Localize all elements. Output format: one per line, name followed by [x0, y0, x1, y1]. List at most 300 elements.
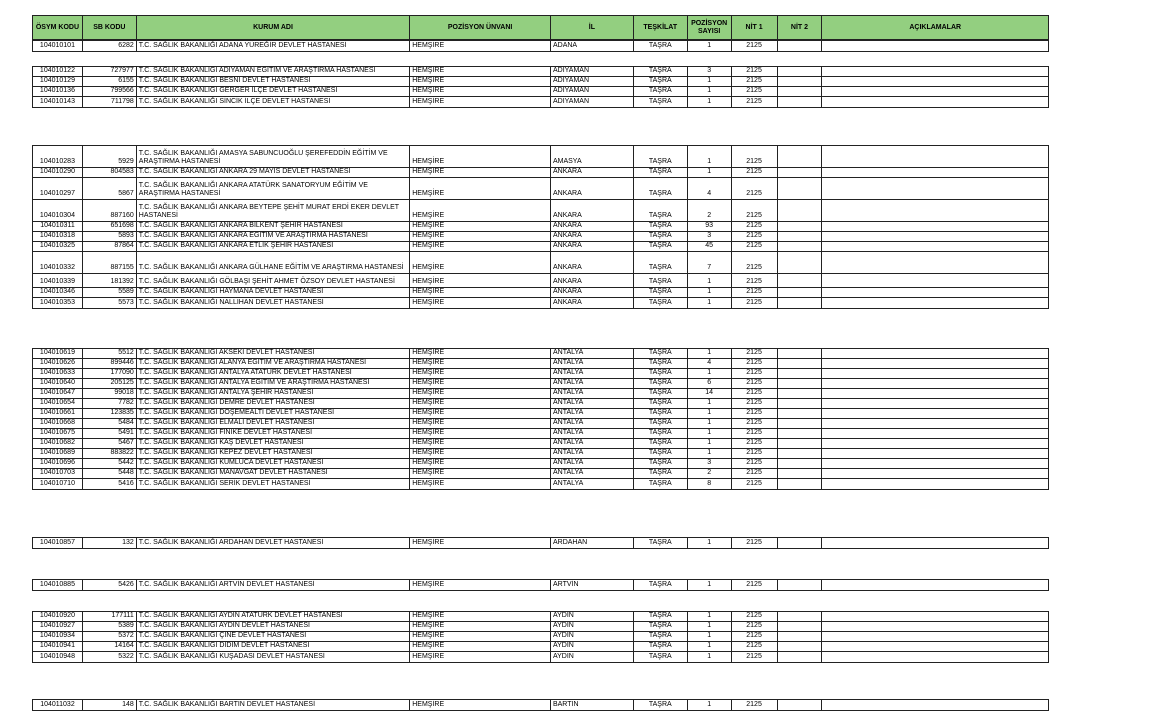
table-row — [33, 479, 1048, 489]
pozisyon-cell: HEMŞİRE — [410, 369, 551, 378]
nit-2-cell — [778, 439, 823, 448]
pozisyon-cell: HEMŞİRE — [410, 146, 551, 167]
nit-2-cell — [778, 359, 823, 368]
osym-kodu-cell: 104010346 — [33, 288, 83, 297]
sb-kodu-cell: 887160 — [83, 200, 137, 221]
aciklama-cell — [822, 369, 1048, 378]
table-row — [33, 642, 1048, 652]
pozisyon-cell: HEMŞİRE — [410, 399, 551, 408]
nit-1-cell: 2125 — [732, 479, 778, 489]
teskilat-cell: TAŞRA — [634, 419, 688, 428]
kurum-adi-cell: T.C. SAĞLIK BAKANLIĞI ANTALYA ŞEHİR HASTANESİ — [137, 389, 410, 398]
kurum-adi-cell: T.C. SAĞLIK BAKANLIĞI ANTALYA EĞİTİM VE ARAŞTIRMA HASTANESİ — [137, 379, 410, 388]
aciklama-cell — [822, 700, 1048, 710]
header-teskilat: TEŞKİLAT — [634, 16, 688, 39]
pozisyon-cell: HEMŞİRE — [410, 252, 551, 273]
pozisyon-sayisi-cell: 6 — [688, 379, 732, 388]
nit-2-cell — [778, 429, 823, 438]
osym-kodu-cell: 104010661 — [33, 409, 83, 418]
kurum-adi-cell: T.C. SAĞLIK BAKANLIĞI AKSEKİ DEVLET HASTANESİ — [137, 349, 410, 358]
sb-kodu-cell: 5491 — [83, 429, 137, 438]
nit-2-cell — [778, 409, 823, 418]
sb-kodu-cell: 14164 — [83, 642, 137, 651]
nit-2-cell — [778, 379, 823, 388]
osym-kodu-cell: 104010136 — [33, 87, 83, 96]
sb-kodu-cell: 5389 — [83, 622, 137, 631]
nit-1-cell: 2125 — [732, 700, 778, 710]
kurum-adi-cell: T.C. SAĞLIK BAKANLIĞI ANKARA ATATÜRK SANATORYUM EĞİTİM VE ARAŞTIRMA HASTANESİ — [137, 178, 410, 199]
table-row — [33, 222, 1048, 232]
nit-1-cell: 2125 — [732, 67, 778, 76]
pozisyon-cell: HEMŞİRE — [410, 67, 551, 76]
pozisyon-sayisi-cell: 1 — [688, 288, 732, 297]
province-group — [32, 348, 1049, 490]
aciklama-cell — [822, 200, 1048, 221]
sb-kodu-cell: 6155 — [83, 77, 137, 86]
teskilat-cell: TAŞRA — [634, 77, 688, 86]
osym-kodu-cell: 104010696 — [33, 459, 83, 468]
teskilat-cell: TAŞRA — [634, 632, 688, 641]
sb-kodu-cell: 5416 — [83, 479, 137, 489]
kurum-adi-cell: T.C. SAĞLIK BAKANLIĞI GERGER İLÇE DEVLET HASTANESİ — [137, 87, 410, 96]
nit-1-cell: 2125 — [732, 389, 778, 398]
pozisyon-sayisi-cell: 1 — [688, 632, 732, 641]
nit-1-cell: 2125 — [732, 274, 778, 287]
teskilat-cell: TAŞRA — [634, 622, 688, 631]
osym-kodu-cell: 104010710 — [33, 479, 83, 489]
aciklama-cell — [822, 622, 1048, 631]
sb-kodu-cell: 5929 — [83, 146, 137, 167]
kurum-adi-cell: T.C. SAĞLIK BAKANLIĞI ANKARA EĞİTİM VE ARAŞTIRMA HASTANESİ — [137, 232, 410, 241]
nit-2-cell — [778, 479, 823, 489]
aciklama-cell — [822, 168, 1048, 177]
kurum-adi-cell: T.C. SAĞLIK BAKANLIĞI AYDIN ATATÜRK DEVLET HASTANESİ — [137, 612, 410, 621]
osym-kodu-cell: 104010934 — [33, 632, 83, 641]
aciklama-cell — [822, 252, 1048, 273]
sb-kodu-cell: 205125 — [83, 379, 137, 388]
aciklama-cell — [822, 389, 1048, 398]
nit-2-cell — [778, 459, 823, 468]
osym-kodu-cell: 104010290 — [33, 168, 83, 177]
sb-kodu-cell: 181392 — [83, 274, 137, 287]
nit-1-cell: 2125 — [732, 168, 778, 177]
table-row — [33, 242, 1048, 252]
sb-kodu-cell: 148 — [83, 700, 137, 710]
pozisyon-sayisi-cell: 1 — [688, 439, 732, 448]
sb-kodu-cell: 5589 — [83, 288, 137, 297]
pozisyon-cell: HEMŞİRE — [410, 168, 551, 177]
osym-kodu-cell: 104010318 — [33, 232, 83, 241]
osym-kodu-cell: 104010311 — [33, 222, 83, 231]
province-group — [32, 611, 1049, 663]
nit-2-cell — [778, 632, 823, 641]
teskilat-cell: TAŞRA — [634, 459, 688, 468]
kurum-adi-cell: T.C. SAĞLIK BAKANLIĞI ADANA YÜREĞİR DEVLET HASTANESİ — [137, 41, 410, 51]
table-row — [33, 399, 1048, 409]
pozisyon-sayisi-cell: 1 — [688, 409, 732, 418]
sb-kodu-cell: 6282 — [83, 41, 137, 51]
sb-kodu-cell: 5442 — [83, 459, 137, 468]
pozisyon-sayisi-cell: 4 — [688, 178, 732, 199]
header-pozisyon-sayisi: POZİSYON SAYISI — [688, 16, 732, 39]
osym-kodu-cell: 104010640 — [33, 379, 83, 388]
teskilat-cell: TAŞRA — [634, 469, 688, 478]
il-cell: ANTALYA — [551, 369, 634, 378]
pozisyon-sayisi-cell: 1 — [688, 274, 732, 287]
sb-kodu-cell: 5372 — [83, 632, 137, 641]
teskilat-cell: TAŞRA — [634, 409, 688, 418]
kurum-adi-cell: T.C. SAĞLIK BAKANLIĞI ANKARA BİLKENT ŞEHİR HASTANESİ — [137, 222, 410, 231]
pozisyon-cell: HEMŞİRE — [410, 632, 551, 641]
sb-kodu-cell: 711798 — [83, 97, 137, 107]
nit-1-cell: 2125 — [732, 409, 778, 418]
osym-kodu-cell: 104010948 — [33, 652, 83, 662]
il-cell: ANTALYA — [551, 409, 634, 418]
pozisyon-sayisi-cell: 4 — [688, 359, 732, 368]
il-cell: ANKARA — [551, 200, 634, 221]
table-row — [33, 700, 1048, 710]
aciklama-cell — [822, 274, 1048, 287]
aciklama-cell — [822, 288, 1048, 297]
nit-2-cell — [778, 242, 823, 251]
pozisyon-cell: HEMŞİRE — [410, 469, 551, 478]
il-cell: ANTALYA — [551, 439, 634, 448]
il-cell: ANKARA — [551, 232, 634, 241]
aciklama-cell — [822, 612, 1048, 621]
aciklama-cell — [822, 349, 1048, 358]
table-row — [33, 439, 1048, 449]
il-cell: AYDIN — [551, 632, 634, 641]
nit-2-cell — [778, 97, 823, 107]
kurum-adi-cell: T.C. SAĞLIK BAKANLIĞI DİDİM DEVLET HASTANESİ — [137, 642, 410, 651]
aciklama-cell — [822, 87, 1048, 96]
pozisyon-sayisi-cell: 3 — [688, 67, 732, 76]
il-cell: AYDIN — [551, 652, 634, 662]
teskilat-cell: TAŞRA — [634, 252, 688, 273]
il-cell: BARTIN — [551, 700, 634, 710]
table-row — [33, 200, 1048, 222]
nit-2-cell — [778, 200, 823, 221]
table-row — [33, 146, 1048, 168]
aciklama-cell — [822, 146, 1048, 167]
aciklama-cell — [822, 429, 1048, 438]
nit-2-cell — [778, 612, 823, 621]
pozisyon-cell: HEMŞİRE — [410, 538, 551, 548]
osym-kodu-cell: 104010297 — [33, 178, 83, 199]
header-il: İL — [551, 16, 634, 39]
nit-1-cell: 2125 — [732, 252, 778, 273]
pozisyon-cell: HEMŞİRE — [410, 622, 551, 631]
pozisyon-sayisi-cell: 1 — [688, 168, 732, 177]
teskilat-cell: TAŞRA — [634, 349, 688, 358]
table-row — [33, 369, 1048, 379]
il-cell: ARDAHAN — [551, 538, 634, 548]
il-cell: ANTALYA — [551, 479, 634, 489]
nit-1-cell: 2125 — [732, 178, 778, 199]
teskilat-cell: TAŞRA — [634, 242, 688, 251]
aciklama-cell — [822, 77, 1048, 86]
table-row — [33, 580, 1048, 590]
table-row — [33, 612, 1048, 622]
pozisyon-sayisi-cell: 1 — [688, 97, 732, 107]
nit-1-cell: 2125 — [732, 459, 778, 468]
il-cell: AYDIN — [551, 622, 634, 631]
kurum-adi-cell: T.C. SAĞLIK BAKANLIĞI AMASYA SABUNCUOĞLU ŞEREFEDDİN EĞİTİM VE ARAŞTIRMA HASTANESİ — [137, 146, 410, 167]
pozisyon-cell: HEMŞİRE — [410, 200, 551, 221]
pozisyon-cell: HEMŞİRE — [410, 379, 551, 388]
teskilat-cell: TAŞRA — [634, 178, 688, 199]
osym-kodu-cell: 104010668 — [33, 419, 83, 428]
pozisyon-cell: HEMŞİRE — [410, 700, 551, 710]
kurum-adi-cell: T.C. SAĞLIK BAKANLIĞI HAYMANA DEVLET HASTANESİ — [137, 288, 410, 297]
aciklama-cell — [822, 632, 1048, 641]
sb-kodu-cell: 132 — [83, 538, 137, 548]
sb-kodu-cell: 799566 — [83, 87, 137, 96]
teskilat-cell: TAŞRA — [634, 200, 688, 221]
nit-2-cell — [778, 67, 823, 76]
table-row — [33, 288, 1048, 298]
il-cell: ANKARA — [551, 168, 634, 177]
table-row — [33, 349, 1048, 359]
nit-1-cell: 2125 — [732, 369, 778, 378]
il-cell: ADIYAMAN — [551, 87, 634, 96]
nit-1-cell: 2125 — [732, 439, 778, 448]
aciklama-cell — [822, 359, 1048, 368]
nit-2-cell — [778, 642, 823, 651]
aciklama-cell — [822, 399, 1048, 408]
nit-1-cell: 2125 — [732, 200, 778, 221]
osym-kodu-cell: 104010129 — [33, 77, 83, 86]
teskilat-cell: TAŞRA — [634, 222, 688, 231]
il-cell: ANKARA — [551, 178, 634, 199]
sb-kodu-cell: 5448 — [83, 469, 137, 478]
osym-kodu-cell: 104010654 — [33, 399, 83, 408]
il-cell: ANTALYA — [551, 459, 634, 468]
il-cell: ADIYAMAN — [551, 67, 634, 76]
nit-2-cell — [778, 419, 823, 428]
il-cell: ANKARA — [551, 252, 634, 273]
teskilat-cell: TAŞRA — [634, 41, 688, 51]
table-row — [33, 252, 1048, 274]
osym-kodu-cell: 104010941 — [33, 642, 83, 651]
table-row — [33, 409, 1048, 419]
aciklama-cell — [822, 379, 1048, 388]
pozisyon-sayisi-cell: 1 — [688, 87, 732, 96]
pozisyon-sayisi-cell: 1 — [688, 612, 732, 621]
aciklama-cell — [822, 469, 1048, 478]
aciklama-cell — [822, 298, 1048, 308]
kurum-adi-cell: T.C. SAĞLIK BAKANLIĞI ADIYAMAN EĞİTİM VE ARAŞTIRMA HASTANESİ — [137, 67, 410, 76]
nit-1-cell: 2125 — [732, 419, 778, 428]
nit-2-cell — [778, 274, 823, 287]
aciklama-cell — [822, 232, 1048, 241]
pozisyon-cell: HEMŞİRE — [410, 298, 551, 308]
kurum-adi-cell: T.C. SAĞLIK BAKANLIĞI KEPEZ DEVLET HASTANESİ — [137, 449, 410, 458]
sb-kodu-cell: 7782 — [83, 399, 137, 408]
table-row — [33, 389, 1048, 399]
pozisyon-cell: HEMŞİRE — [410, 642, 551, 651]
osym-kodu-cell: 104010920 — [33, 612, 83, 621]
kurum-adi-cell: T.C. SAĞLIK BAKANLIĞI KAŞ DEVLET HASTANESİ — [137, 439, 410, 448]
sb-kodu-cell: 883822 — [83, 449, 137, 458]
osym-kodu-cell: 104010339 — [33, 274, 83, 287]
pozisyon-sayisi-cell: 3 — [688, 459, 732, 468]
sb-kodu-cell: 5893 — [83, 232, 137, 241]
pozisyon-sayisi-cell: 1 — [688, 652, 732, 662]
nit-1-cell: 2125 — [732, 97, 778, 107]
kurum-adi-cell: T.C. SAĞLIK BAKANLIĞI SİNCİK İLÇE DEVLET HASTANESİ — [137, 97, 410, 107]
sb-kodu-cell: 651698 — [83, 222, 137, 231]
nit-1-cell: 2125 — [732, 379, 778, 388]
kurum-adi-cell: T.C. SAĞLIK BAKANLIĞI AYDIN DEVLET HASTANESİ — [137, 622, 410, 631]
pozisyon-cell: HEMŞİRE — [410, 87, 551, 96]
teskilat-cell: TAŞRA — [634, 538, 688, 548]
pozisyon-sayisi-cell: 1 — [688, 449, 732, 458]
pozisyon-sayisi-cell: 1 — [688, 622, 732, 631]
pozisyon-cell: HEMŞİRE — [410, 652, 551, 662]
table-row — [33, 274, 1048, 288]
sb-kodu-cell: 727977 — [83, 67, 137, 76]
nit-1-cell: 2125 — [732, 77, 778, 86]
pozisyon-cell: HEMŞİRE — [410, 178, 551, 199]
table-row — [33, 178, 1048, 200]
pozisyon-sayisi-cell: 8 — [688, 479, 732, 489]
pozisyon-cell: HEMŞİRE — [410, 359, 551, 368]
teskilat-cell: TAŞRA — [634, 168, 688, 177]
osym-kodu-cell: 104010619 — [33, 349, 83, 358]
sb-kodu-cell: 177111 — [83, 612, 137, 621]
nit-2-cell — [778, 252, 823, 273]
il-cell: ADANA — [551, 41, 634, 51]
teskilat-cell: TAŞRA — [634, 449, 688, 458]
nit-2-cell — [778, 87, 823, 96]
nit-1-cell: 2125 — [732, 449, 778, 458]
teskilat-cell: TAŞRA — [634, 288, 688, 297]
pozisyon-cell: HEMŞİRE — [410, 419, 551, 428]
teskilat-cell: TAŞRA — [634, 389, 688, 398]
teskilat-cell: TAŞRA — [634, 612, 688, 621]
nit-1-cell: 2125 — [732, 622, 778, 631]
pozisyon-sayisi-cell: 1 — [688, 399, 732, 408]
osym-kodu-cell: 104010143 — [33, 97, 83, 107]
nit-1-cell: 2125 — [732, 538, 778, 548]
kurum-adi-cell: T.C. SAĞLIK BAKANLIĞI DÖŞEMEALTI DEVLET HASTANESİ — [137, 409, 410, 418]
il-cell: ANKARA — [551, 288, 634, 297]
osym-kodu-cell: 104010633 — [33, 369, 83, 378]
kurum-adi-cell: T.C. SAĞLIK BAKANLIĞI ANKARA ETLİK ŞEHİR HASTANESİ — [137, 242, 410, 251]
osym-kodu-cell: 104010122 — [33, 67, 83, 76]
il-cell: ARTVİN — [551, 580, 634, 590]
osym-kodu-cell: 104010304 — [33, 200, 83, 221]
table-row — [33, 97, 1048, 107]
pozisyon-cell: HEMŞİRE — [410, 429, 551, 438]
nit-2-cell — [778, 77, 823, 86]
il-cell: ANTALYA — [551, 379, 634, 388]
pozisyon-sayisi-cell: 1 — [688, 298, 732, 308]
osym-kodu-cell: 104010101 — [33, 41, 83, 51]
osym-kodu-cell: 104010332 — [33, 252, 83, 273]
pozisyon-sayisi-cell: 1 — [688, 41, 732, 51]
kurum-adi-cell: T.C. SAĞLIK BAKANLIĞI ANKARA GÜLHANE EĞİTİM VE ARAŞTIRMA HASTANESİ — [137, 252, 410, 273]
teskilat-cell: TAŞRA — [634, 429, 688, 438]
sb-kodu-cell: 99018 — [83, 389, 137, 398]
sb-kodu-cell: 887155 — [83, 252, 137, 273]
nit-2-cell — [778, 178, 823, 199]
il-cell: ANKARA — [551, 242, 634, 251]
nit-2-cell — [778, 369, 823, 378]
osym-kodu-cell: 104010682 — [33, 439, 83, 448]
table-row — [33, 469, 1048, 479]
pozisyon-cell: HEMŞİRE — [410, 222, 551, 231]
nit-2-cell — [778, 652, 823, 662]
teskilat-cell: TAŞRA — [634, 369, 688, 378]
pozisyon-cell: HEMŞİRE — [410, 274, 551, 287]
table-row — [33, 41, 1048, 51]
pozisyon-cell: HEMŞİRE — [410, 389, 551, 398]
pozisyon-sayisi-cell: 1 — [688, 369, 732, 378]
sb-kodu-cell: 123835 — [83, 409, 137, 418]
nit-1-cell: 2125 — [732, 359, 778, 368]
kurum-adi-cell: T.C. SAĞLIK BAKANLIĞI KUMLUCA DEVLET HASTANESİ — [137, 459, 410, 468]
table-row — [33, 632, 1048, 642]
nit-1-cell: 2125 — [732, 222, 778, 231]
il-cell: ANTALYA — [551, 349, 634, 358]
pozisyon-cell: HEMŞİRE — [410, 409, 551, 418]
nit-2-cell — [778, 349, 823, 358]
nit-2-cell — [778, 232, 823, 241]
nit-2-cell — [778, 298, 823, 308]
province-group — [32, 579, 1049, 591]
kurum-adi-cell: T.C. SAĞLIK BAKANLIĞI KUŞADASI DEVLET HASTANESİ — [137, 652, 410, 662]
kurum-adi-cell: T.C. SAĞLIK BAKANLIĞI ARDAHAN DEVLET HASTANESİ — [137, 538, 410, 548]
table-row — [33, 419, 1048, 429]
pozisyon-sayisi-cell: 14 — [688, 389, 732, 398]
aciklama-cell — [822, 242, 1048, 251]
aciklama-cell — [822, 222, 1048, 231]
sb-kodu-cell: 5426 — [83, 580, 137, 590]
header-nit-1: NİT 1 — [732, 16, 778, 39]
aciklama-cell — [822, 538, 1048, 548]
aciklama-cell — [822, 419, 1048, 428]
province-group — [32, 40, 1049, 52]
pozisyon-sayisi-cell: 7 — [688, 252, 732, 273]
teskilat-cell: TAŞRA — [634, 652, 688, 662]
nit-1-cell: 2125 — [732, 242, 778, 251]
aciklama-cell — [822, 439, 1048, 448]
teskilat-cell: TAŞRA — [634, 642, 688, 651]
table-row — [33, 429, 1048, 439]
il-cell: ANTALYA — [551, 359, 634, 368]
nit-2-cell — [778, 399, 823, 408]
nit-2-cell — [778, 389, 823, 398]
pozisyon-sayisi-cell: 1 — [688, 146, 732, 167]
table-row — [33, 652, 1048, 662]
sb-kodu-cell: 5322 — [83, 652, 137, 662]
kurum-adi-cell: T.C. SAĞLIK BAKANLIĞI SERİK DEVLET HASTANESİ — [137, 479, 410, 489]
pozisyon-sayisi-cell: 1 — [688, 429, 732, 438]
pozisyon-cell: HEMŞİRE — [410, 232, 551, 241]
table-row — [33, 379, 1048, 389]
province-group — [32, 537, 1049, 549]
table-header — [32, 15, 1049, 40]
aciklama-cell — [822, 479, 1048, 489]
osym-kodu-cell: 104010689 — [33, 449, 83, 458]
nit-1-cell: 2125 — [732, 146, 778, 167]
header-sb-kodu: SB KODU — [83, 16, 137, 39]
nit-2-cell — [778, 222, 823, 231]
pozisyon-cell: HEMŞİRE — [410, 77, 551, 86]
osym-kodu-cell: 104010675 — [33, 429, 83, 438]
